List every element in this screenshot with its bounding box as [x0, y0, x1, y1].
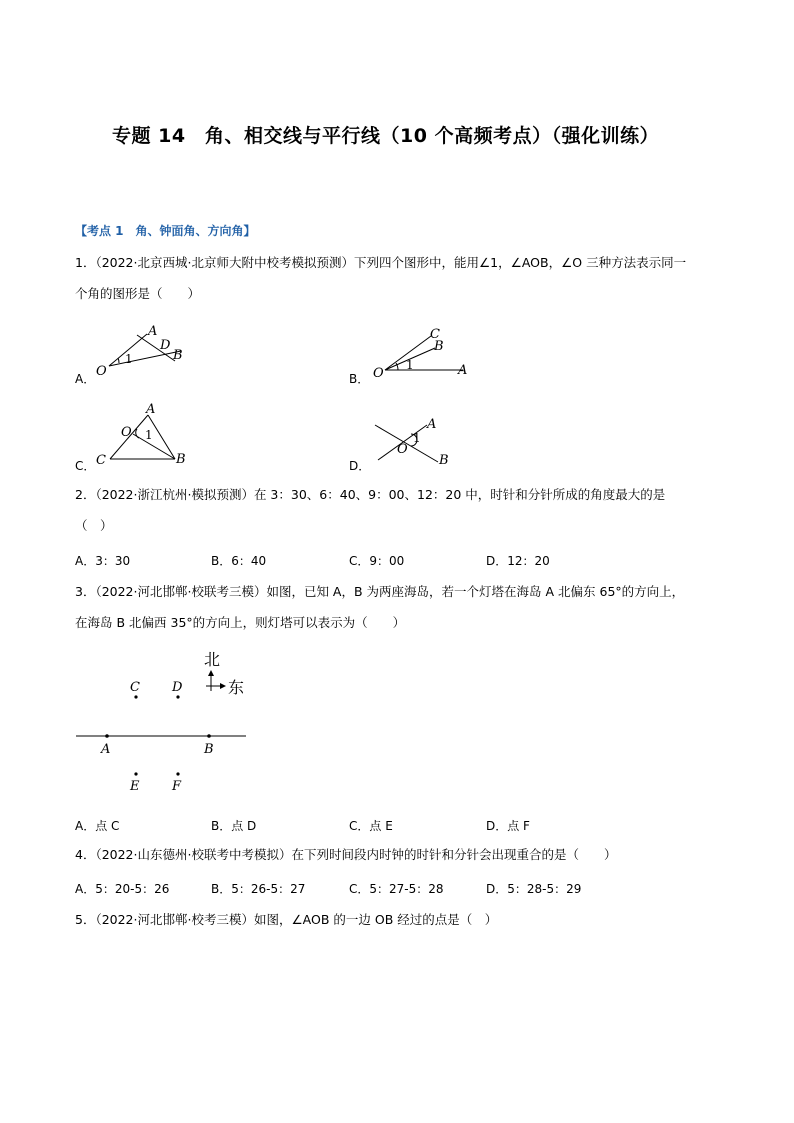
fig-a-angle-1: 1: [125, 352, 133, 366]
fig-b-label-c: C: [430, 327, 440, 342]
fig-c-label-a: A: [146, 402, 156, 417]
north-label: 北: [204, 650, 221, 669]
east-label: 东: [228, 678, 245, 697]
q1-figure-d: [365, 412, 460, 470]
q3-option-d: D．点 F: [486, 819, 530, 833]
q2-option-c: C．9：00: [349, 554, 405, 568]
question-5-line-1: 5．（2022·河北邯郸·校考三模）如图，∠AOB 的一边 OB 经过的点是（ ）: [75, 912, 498, 927]
fig-a-label-d: D: [160, 338, 171, 353]
fig-a-label-b: B: [173, 348, 183, 363]
q1-option-c-label: C．: [75, 459, 96, 473]
q3-option-b: B．点 D: [211, 819, 257, 833]
question-2-line-1: 2．（2022·浙江杭州·模拟预测）在 3：30、6：40、9：00、12：20 中，时针和分针所成的角度最大的是: [75, 487, 666, 502]
point-a-label: A: [101, 742, 111, 757]
q2-option-b: B．6：40: [211, 554, 267, 568]
point-b-label: B: [204, 742, 214, 757]
q4-option-c: C．5：27-5：28: [349, 882, 444, 896]
fig-d-label-a: A: [427, 417, 437, 432]
point-c-label: C: [130, 680, 140, 695]
fig-d-label-o: O: [397, 442, 408, 457]
fig-b-angle-1: 1: [406, 358, 414, 372]
section-heading: 【考点 1 角、钟面角、方向角】: [75, 224, 256, 238]
point-f-label: F: [172, 779, 182, 794]
question-1-line-2: 个角的图形是（ ）: [75, 286, 201, 301]
fig-d-angle-1: 1: [413, 431, 421, 445]
q2-option-d: D．12：20: [486, 554, 550, 568]
fig-b-label-b: B: [434, 339, 444, 354]
q1-option-d-label: D．: [349, 459, 371, 473]
fig-d-label-b: B: [439, 453, 449, 468]
q1-figure-c: [90, 398, 200, 468]
question-4-line-1: 4．（2022·山东德州·校联考中考模拟）在下列时间段内时钟的时针和分针会出现重合的是（ ）: [75, 847, 617, 862]
question-3-line-2: 在海岛 B 北偏西 35°的方向上，则灯塔可以表示为（ ）: [75, 615, 406, 630]
fig-a-label-a: A: [148, 324, 158, 339]
fig-c-label-o: O: [121, 425, 132, 440]
q1-option-a-label: A．: [75, 372, 96, 386]
q1-figure-a: [90, 318, 200, 383]
q4-option-d: D．5：28-5：29: [486, 882, 582, 896]
fig-a-label-o: O: [96, 364, 107, 379]
q3-option-a: A．点 C: [75, 819, 120, 833]
q1-figure-b: [365, 322, 480, 382]
question-1-line-1: 1．（2022·北京西城·北京师大附中校考模拟预测）下列四个图形中，能用∠1，∠AOB，∠O 三种方法表示同一: [75, 255, 687, 270]
q4-option-b: B．5：26-5：27: [211, 882, 306, 896]
point-d-label: D: [172, 680, 183, 695]
fig-c-angle-1: 1: [145, 428, 153, 442]
q1-option-b-label: B．: [349, 372, 370, 386]
question-2-line-2: （ ）: [75, 518, 113, 533]
question-3-line-1: 3．（2022·河北邯郸·校联考三模）如图，已知 A，B 为两座海岛，若一个灯塔在海岛 A 北偏东 65°的方向上，: [75, 584, 685, 599]
point-e-label: E: [130, 779, 140, 794]
q3-figure: [70, 645, 255, 800]
fig-b-label-a: A: [458, 363, 468, 378]
fig-c-label-b: B: [176, 452, 186, 467]
fig-c-label-c: C: [96, 453, 106, 468]
q2-option-a: A．3：30: [75, 554, 131, 568]
q4-option-a: A．5：20-5：26: [75, 882, 170, 896]
fig-b-label-o: O: [373, 366, 384, 381]
q3-option-c: C．点 E: [349, 819, 393, 833]
page-title: 专题 14 角、相交线与平行线（10 个高频考点）（强化训练）: [112, 125, 660, 147]
